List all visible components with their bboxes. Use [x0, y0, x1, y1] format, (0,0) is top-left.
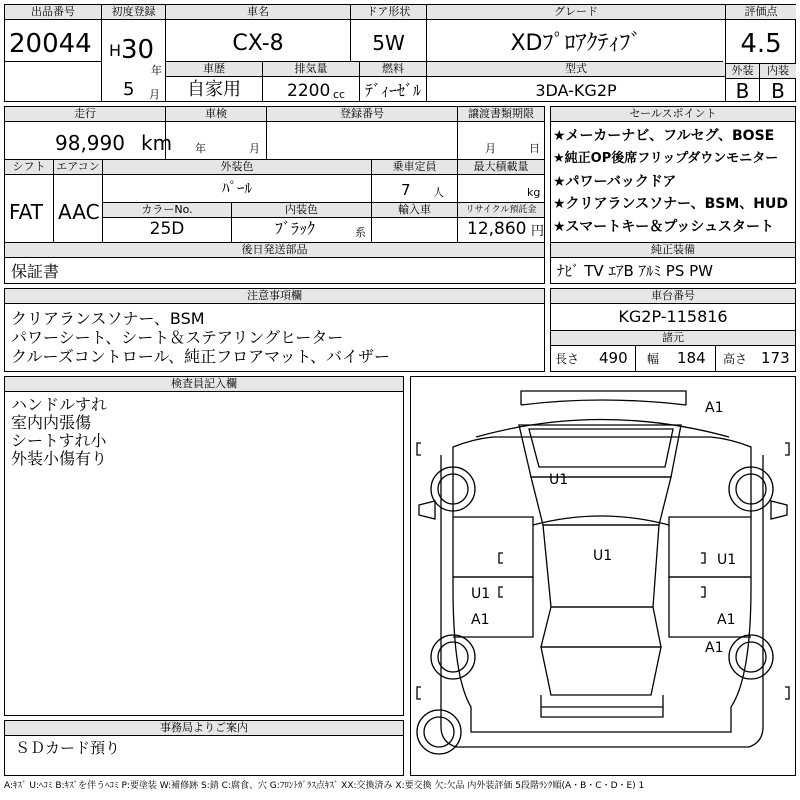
damage-mark: U1 [593, 548, 613, 564]
ext-color-label: 外装色 [103, 160, 371, 175]
sales-point: ★メーカーナビ、フルセグ、BOSE [553, 128, 775, 144]
equipment-label: 純正装備 [551, 243, 795, 258]
displacement: 2200 [287, 81, 331, 101]
damage-diagram [410, 376, 796, 776]
transfer-month-unit: 月 [485, 142, 496, 155]
capacity: 7 [401, 181, 411, 199]
inspector-line: ハンドルすれ [11, 395, 108, 414]
sales-point: ★クリアランスソナー、BSM、HUD [553, 196, 788, 212]
era: H [109, 41, 122, 60]
reg-no-label: 登録番号 [267, 107, 457, 122]
grade-label: グレード [427, 5, 725, 20]
car-name-label: 車名 [166, 5, 350, 20]
inspection-label: 車検 [166, 107, 266, 122]
color-no-label: カラーNo. [103, 203, 231, 218]
mileage-label: 走行 [5, 107, 165, 122]
model-code: 3DA-KG2P [535, 81, 617, 100]
month-unit: 月 [149, 88, 160, 101]
transfer-label: 譲渡書類期限 [458, 107, 544, 122]
length: 490 [599, 349, 628, 367]
office-label: 事務局よりご案内 [5, 721, 403, 736]
chassis-label: 車台番号 [551, 289, 795, 304]
sales-point: ★パワーバックドア [553, 174, 677, 190]
inspection-month-unit: 月 [249, 142, 260, 155]
later-parts: 保証書 [11, 262, 60, 281]
capacity-unit: 人 [433, 186, 444, 199]
interior-label: 内装 [760, 64, 796, 79]
int-color-label: 内装色 [232, 203, 371, 218]
mileage: 98,990 [55, 131, 125, 155]
score-label: 評価点 [726, 5, 796, 20]
displacement-label: 排気量 [263, 62, 359, 77]
first-reg-label: 初度登録 [102, 5, 165, 20]
interior-color-unit: 系 [355, 226, 366, 239]
inspector-label: 検査員記入欄 [5, 377, 403, 392]
inspector-line: 外装小傷有り [11, 449, 108, 468]
notes-label: 注意事項欄 [5, 289, 544, 304]
history-label: 車歴 [166, 62, 262, 77]
load-unit: kg [527, 186, 541, 199]
chassis-number: KG2P-115816 [618, 307, 728, 326]
office-note: ＳＤカード預り [15, 739, 121, 757]
shift-label: シフト [5, 160, 53, 175]
height: 173 [761, 349, 790, 367]
recycle-unit: 円 [531, 224, 545, 239]
grade: XDﾌﾟﾛｱｸﾃｨﾌﾞ [510, 31, 642, 56]
height-label: 高さ [723, 352, 748, 366]
displacement-unit: cc [333, 88, 346, 101]
capacity-label: 乗車定員 [372, 160, 457, 175]
dims-label: 諸元 [551, 331, 795, 346]
ext-color: ﾊﾟｰﾙ [221, 179, 252, 197]
damage-mark: A1 [705, 400, 724, 416]
damage-mark: U1 [549, 472, 569, 488]
vehicle-info-block [4, 106, 545, 284]
door-type: 5W [372, 31, 405, 55]
width-label: 幅 [647, 352, 660, 366]
fuel: ﾃﾞｨｰｾﾞﾙ [364, 81, 421, 100]
note-line: パワーシート、シート＆ステアリングヒーター [11, 328, 344, 347]
inspection-year-unit: 年 [195, 142, 206, 155]
car-history: 自家用 [187, 79, 241, 100]
fuel-label: 燃料 [360, 62, 426, 77]
interior-color: ﾌﾞﾗｯｸ [275, 219, 316, 238]
transfer-day-unit: 日 [529, 142, 540, 155]
damage-mark: U1 [471, 586, 491, 602]
later-parts-label: 後日発送部品 [5, 243, 544, 258]
interior-grade: B [771, 79, 785, 103]
office-block [4, 720, 404, 776]
recycle-label: リサイクル預託金 [458, 203, 544, 218]
door-label: ドア形状 [351, 5, 426, 20]
damage-mark: A1 [471, 612, 490, 628]
shift: FAT [9, 200, 44, 224]
lot-no-label: 出品番号 [5, 5, 101, 20]
note-line: クルーズコントロール、純正フロアマット、バイザー [11, 347, 391, 366]
car-name: CX-8 [232, 31, 284, 56]
legend-footer: A:ｷｽﾞ U:ﾍｺﾐ B:ｷｽﾞを伴うﾍｺﾐ P:要塗装 W:補修跡 S:錆 C:腐食、穴 G:ﾌﾛﾝﾄｶﾞﾗｽ点ｷｽﾞ XX:交換済み X:要交換 欠:欠品 内外装評価 5段階ﾗﾝｸ順(A・B・C・D・E) 1 [4, 781, 645, 791]
sales-point: ★スマートキー＆プッシュスタート [553, 219, 775, 235]
score: 4.5 [740, 29, 782, 59]
air-conditioner: AAC [58, 200, 100, 224]
width: 184 [677, 349, 706, 367]
inspector-line: シートすれ小 [11, 431, 107, 450]
sales-point: ★純正OP後席フリップダウンモニター [553, 151, 779, 166]
exterior-grade: B [735, 79, 750, 103]
sales-points-block [550, 106, 796, 284]
car-outline-diagram [411, 377, 795, 775]
color-number: 25D [149, 219, 185, 239]
damage-mark: A1 [717, 612, 736, 628]
sales-label: セールスポイント [551, 107, 795, 122]
reg-year: 30 [121, 35, 155, 65]
length-label: 長さ [555, 352, 580, 366]
damage-mark: A1 [705, 640, 724, 656]
note-line: クリアランスソナー、BSM [11, 309, 205, 328]
damage-mark: U1 [717, 552, 737, 568]
exterior-label: 外装 [726, 64, 759, 79]
chassis-block [550, 288, 796, 372]
notes-block [4, 288, 545, 372]
recycle-fee: 12,860 [467, 219, 527, 239]
mileage-unit: km [141, 131, 173, 155]
ac-label: エアコン [54, 160, 102, 175]
reg-month: 5 [123, 79, 135, 100]
inspector-line: 室内内張傷 [11, 413, 92, 432]
equipment: ﾅﾋﾞ TV ｴｱB ｱﾙﾐ PS PW [557, 262, 713, 280]
inspector-block [4, 376, 404, 716]
model-label: 型式 [427, 62, 725, 77]
import-label: 輸入車 [372, 203, 457, 218]
lot-number: 20044 [9, 29, 92, 59]
year-unit: 年 [151, 64, 162, 77]
max-load-label: 最大積載量 [458, 160, 544, 175]
top-block [4, 4, 796, 102]
